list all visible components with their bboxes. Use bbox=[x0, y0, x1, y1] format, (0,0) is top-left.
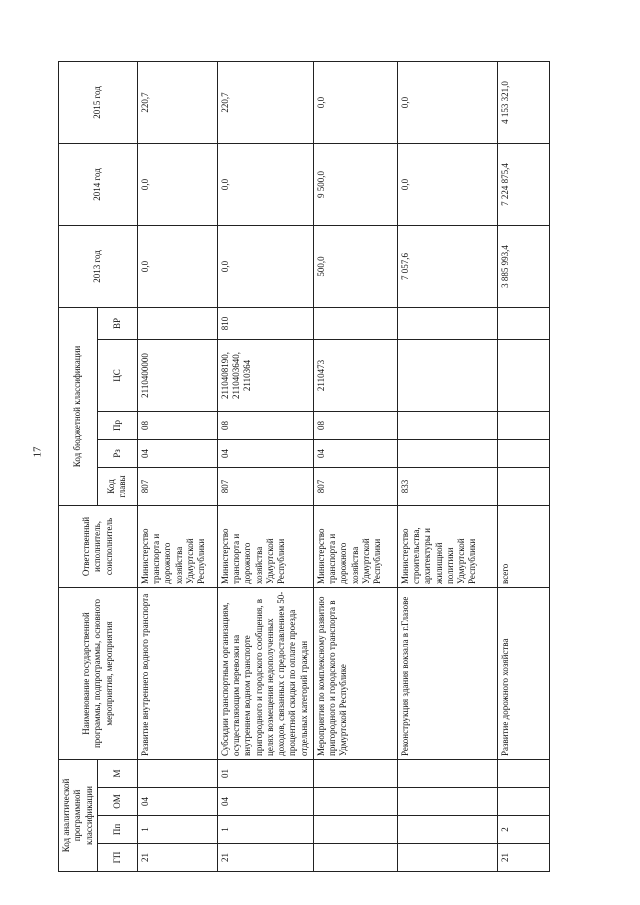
cell-pr bbox=[397, 412, 497, 440]
table-row bbox=[217, 61, 313, 871]
cell-pp: 2 bbox=[497, 816, 549, 844]
vr-header: ВР bbox=[97, 307, 137, 339]
analytic-group-header: Код аналитической программной классификации bbox=[59, 760, 98, 872]
cell-vr bbox=[397, 307, 497, 339]
cell-executor: Министерство транспорта и дорожного хозяйства Удмуртской Республики bbox=[313, 506, 397, 588]
cell-rz bbox=[397, 440, 497, 468]
cell-pr bbox=[497, 412, 549, 440]
code-glavy-header: Код главы bbox=[97, 468, 137, 506]
cell-2014: 9 500,0 bbox=[313, 143, 397, 225]
cell-name: Развитие внутреннего водного транспорта bbox=[137, 588, 217, 760]
year-2014-header: 2014 год bbox=[59, 143, 138, 225]
cell-2013: 500,0 bbox=[313, 225, 397, 307]
cell-om: 04 bbox=[137, 788, 217, 816]
table-row bbox=[313, 61, 397, 871]
executor-header: Ответственный исполнитель, соисполнитель bbox=[59, 506, 138, 588]
cell-m bbox=[313, 760, 397, 788]
cell-name: Субсидии транспортным организациям, осуществляющим перевозки на внутреннем водном транспорте пригородного и городского сообщения, в целях возмещения недополученных доходов, связанных с предоставлением 50-процентной скидки по оплате проезда отдельных категорий граждан bbox=[217, 588, 313, 760]
cell-gp: 21 bbox=[497, 844, 549, 872]
cell-rz: 04 bbox=[137, 440, 217, 468]
cell-executor: всего bbox=[497, 506, 549, 588]
cell-gp bbox=[397, 844, 497, 872]
cell-vr bbox=[313, 307, 397, 339]
budget-table-wrapper bbox=[58, 62, 542, 872]
cell-cs bbox=[497, 340, 549, 412]
cell-gp: 21 bbox=[137, 844, 217, 872]
table-row bbox=[137, 61, 217, 871]
cell-2014: 0,0 bbox=[397, 143, 497, 225]
cell-pp: 1 bbox=[217, 816, 313, 844]
name-header: Наименование государственной программы, подпрограммы, основного мероприятия, мероприятия bbox=[59, 588, 138, 760]
rz-header: Рз bbox=[97, 440, 137, 468]
cell-2014: 7 224 875,4 bbox=[497, 143, 549, 225]
gp-header: ГП bbox=[97, 844, 137, 872]
cell-executor: Министерство транспорта и дорожного хозяйства Удмуртской Республики bbox=[137, 506, 217, 588]
cell-rz: 04 bbox=[217, 440, 313, 468]
cell-pr: 08 bbox=[217, 412, 313, 440]
m-header: М bbox=[97, 760, 137, 788]
cell-om bbox=[497, 788, 549, 816]
cell-executor: Министерство транспорта и дорожного хозяйства Удмуртской Республики bbox=[217, 506, 313, 588]
cell-m bbox=[497, 760, 549, 788]
cell-2013: 0,0 bbox=[137, 225, 217, 307]
cell-om bbox=[313, 788, 397, 816]
cell-glava bbox=[497, 468, 549, 506]
page-number: 17 bbox=[31, 446, 44, 458]
cell-om: 04 bbox=[217, 788, 313, 816]
cell-vr: 810 bbox=[217, 307, 313, 339]
cell-glava: 807 bbox=[217, 468, 313, 506]
cell-pr: 08 bbox=[137, 412, 217, 440]
cell-name: Развитие дорожного хозяйства bbox=[497, 588, 549, 760]
cell-cs: 2110408190, 2110403640, 2110364 bbox=[217, 340, 313, 412]
pr-header: Пр bbox=[97, 412, 137, 440]
cell-2014: 0,0 bbox=[137, 143, 217, 225]
cell-m bbox=[397, 760, 497, 788]
cell-2015: 220,7 bbox=[137, 61, 217, 143]
cell-vr bbox=[497, 307, 549, 339]
cell-2015: 4 153 321,0 bbox=[497, 61, 549, 143]
cell-gp: 21 bbox=[217, 844, 313, 872]
cell-vr bbox=[137, 307, 217, 339]
cell-2013: 7 057,6 bbox=[397, 225, 497, 307]
om-header: ОМ bbox=[97, 788, 137, 816]
cell-glava: 807 bbox=[313, 468, 397, 506]
cell-cs: 2110473 bbox=[313, 340, 397, 412]
table-row bbox=[397, 61, 497, 871]
table-row bbox=[497, 61, 549, 871]
cell-rz bbox=[497, 440, 549, 468]
cs-header: ЦС bbox=[97, 340, 137, 412]
budget-group-header: Код бюджетной классификации bbox=[59, 307, 98, 505]
cell-pp: 1 bbox=[137, 816, 217, 844]
cell-2015: 220,7 bbox=[217, 61, 313, 143]
cell-m bbox=[137, 760, 217, 788]
cell-pp bbox=[313, 816, 397, 844]
cell-2015: 0,0 bbox=[313, 61, 397, 143]
cell-name: Реконструкция здания вокзала в г.Глазове bbox=[397, 588, 497, 760]
cell-glava: 807 bbox=[137, 468, 217, 506]
cell-rz: 04 bbox=[313, 440, 397, 468]
budget-table bbox=[58, 61, 550, 872]
cell-2015: 0,0 bbox=[397, 61, 497, 143]
cell-2014: 0,0 bbox=[217, 143, 313, 225]
pp-header: Пп bbox=[97, 816, 137, 844]
cell-cs: 2110400000 bbox=[137, 340, 217, 412]
cell-gp bbox=[313, 844, 397, 872]
cell-glava: 833 bbox=[397, 468, 497, 506]
cell-m: 01 bbox=[217, 760, 313, 788]
cell-executor: Министерство строительства, архитектуры и жилищной политики Удмуртской Республики bbox=[397, 506, 497, 588]
year-2013-header: 2013 год bbox=[59, 225, 138, 307]
cell-pp bbox=[397, 816, 497, 844]
cell-om bbox=[397, 788, 497, 816]
cell-cs bbox=[397, 340, 497, 412]
cell-pr: 08 bbox=[313, 412, 397, 440]
cell-2013: 0,0 bbox=[217, 225, 313, 307]
cell-name: Мероприятия по комплексному развитию пригородного и городского транспорта в Удмуртской Республике bbox=[313, 588, 397, 760]
cell-2013: 3 885 993,4 bbox=[497, 225, 549, 307]
year-2015-header: 2015 год bbox=[59, 61, 138, 143]
